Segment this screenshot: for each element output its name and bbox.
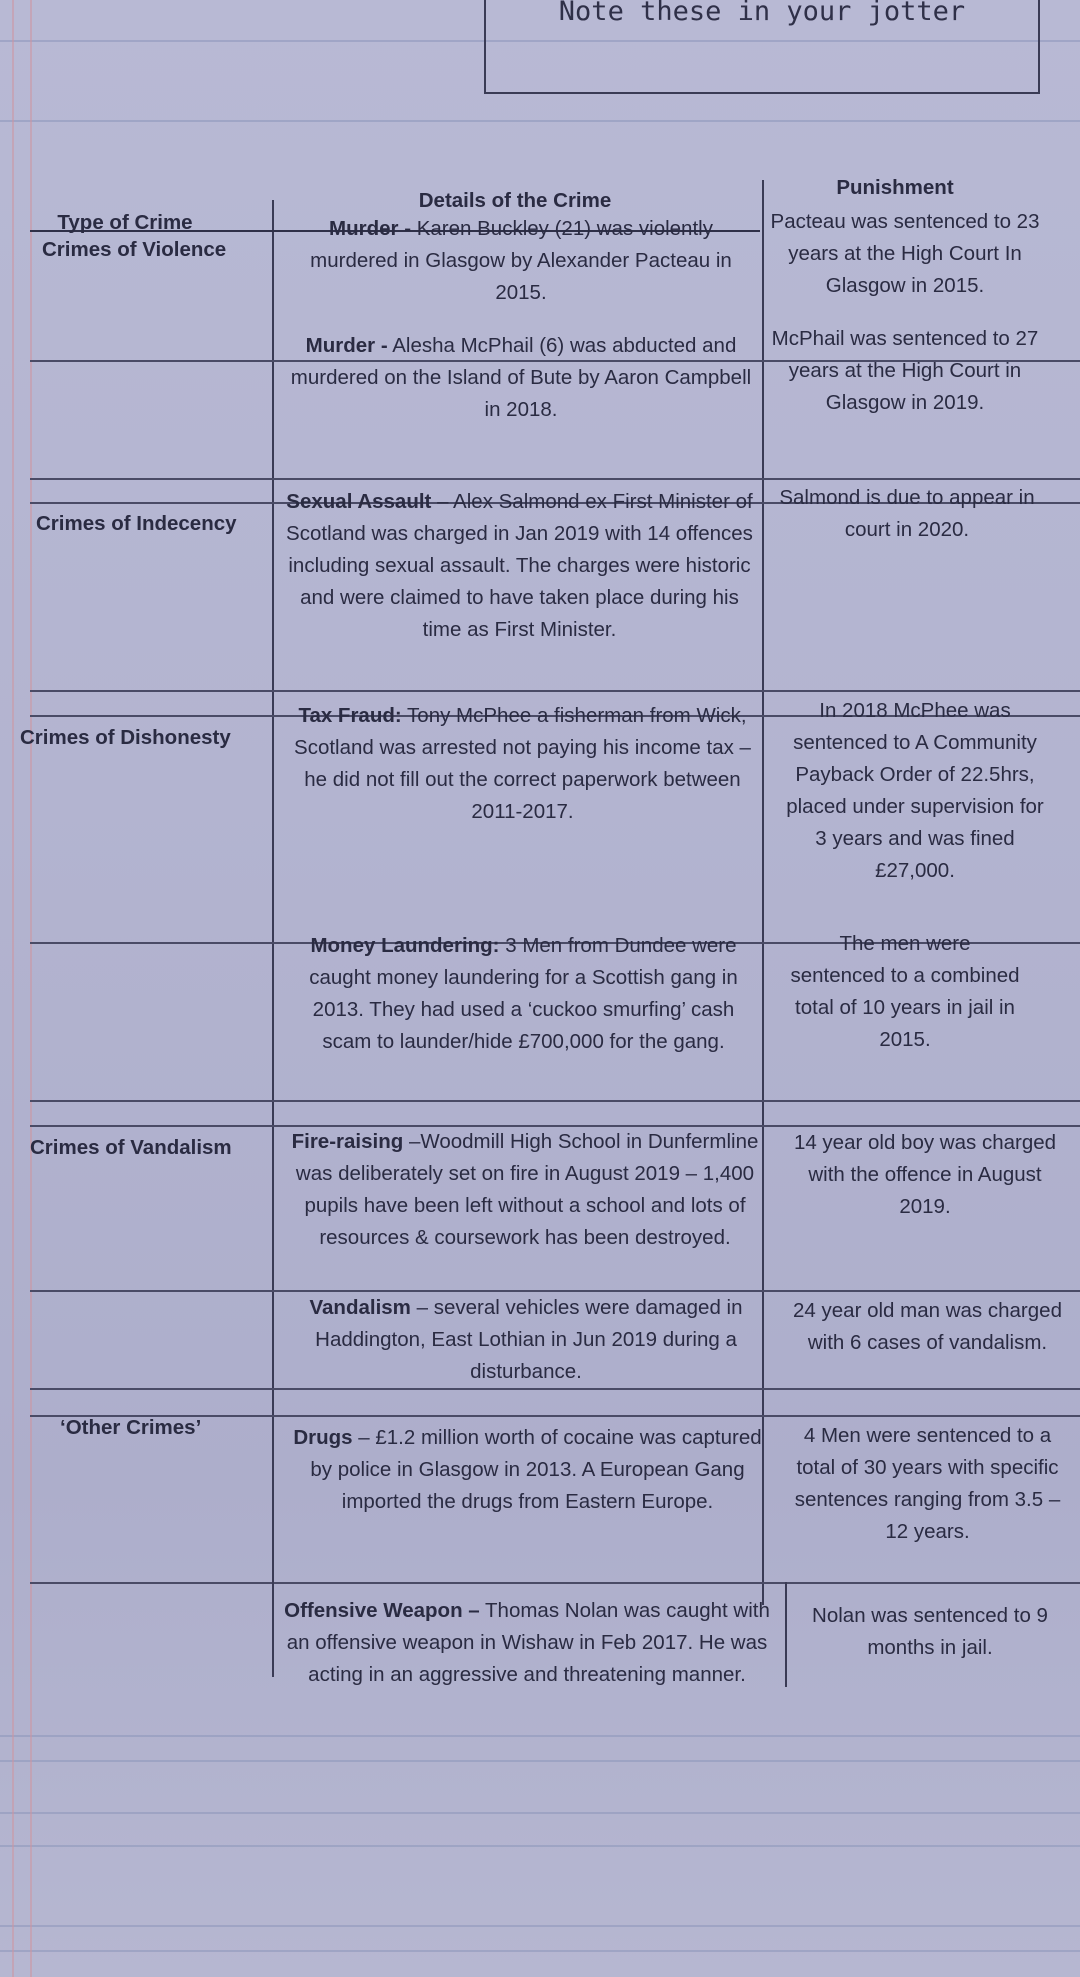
- crime-details: [286, 330, 756, 426]
- punishment-text: 4 Men were sentenced to a total of 30 years with specific sentences ranging from 3.5 – 12 years.: [794, 1424, 1061, 1543]
- punishment-text: Nolan was sentenced to 9 months in jail.: [812, 1604, 1048, 1659]
- ruled-line: [0, 1845, 1080, 1847]
- punishment-text: Salmond is due to appear in court in 2020.: [779, 486, 1035, 541]
- crime-type-label: Crimes of Indecency: [36, 512, 237, 535]
- note-box: [484, 0, 1040, 94]
- crime-text: Tony McPhee a fisherman from Wick, Scotland was arrested not paying his income tax – he did not fill out the correct paperwork between 2011-2017.: [294, 704, 751, 823]
- ruled-line: [0, 120, 1080, 122]
- crime-text: Karen Buckley (21) was violently murdered in Glasgow by Alexander Pacteau in 2015.: [310, 217, 732, 304]
- crime-title: Sexual Assault: [286, 490, 432, 513]
- crime-title: Tax Fraud:: [298, 704, 402, 727]
- crime-type-label: Crimes of Dishonesty: [20, 726, 231, 749]
- punishment-text: The men were sentenced to a combined total of 10 years in jail in 2015.: [790, 932, 1020, 1051]
- crime-type-label: Crimes of Violence: [42, 238, 227, 261]
- crime-text: Thomas Nolan was caught with an offensive weapon in Wishaw in Feb 2017. He was acting in an aggressive and threatening manner.: [286, 1599, 770, 1686]
- crime-details: [286, 213, 756, 309]
- punishment-text: Pacteau was sentenced to 23 years at the High Court In Glasgow in 2015.: [770, 210, 1040, 297]
- crime-details: [290, 700, 755, 828]
- ruled-line: [0, 1760, 1080, 1762]
- column-divider: [272, 200, 274, 1605]
- crime-title: Offensive Weapon –: [284, 1599, 480, 1622]
- row-divider: [30, 1100, 1080, 1102]
- crime-text: Alesha McPhail (6) was abducted and murdered on the Island of Bute by Aaron Campbell in 2018.: [290, 334, 752, 421]
- crime-title: Murder -: [305, 334, 388, 357]
- crime-details: [290, 1126, 760, 1254]
- crime-details: [282, 1595, 772, 1691]
- header-details: Details of the Crime: [418, 189, 612, 212]
- crime-text: – Alex Salmond ex First Minister of Scotland was charged in Jan 2019 with 14 offences including sexual assault. The charges were historic and were claimed to have taken place during his time as First Minister.: [286, 490, 753, 641]
- crime-text: 3 Men from Dundee were caught money laundering for a Scottish gang in 2013. They had used a ‘cuckoo smurfing’ cash scam to launder/hide £700,000 for the gang.: [309, 934, 738, 1053]
- crime-text: – several vehicles were damaged in Haddington, East Lothian in Jun 2019 during a disturbance.: [315, 1296, 743, 1383]
- punishment-text: McPhail was sentenced to 27 years at the High Court in Glasgow in 2019.: [771, 327, 1039, 414]
- row-divider: [30, 1582, 1080, 1584]
- ruled-line: [0, 1812, 1080, 1814]
- crime-title: Vandalism: [309, 1296, 411, 1319]
- column-divider: [785, 1582, 787, 1687]
- crime-title: Fire-raising: [291, 1130, 404, 1153]
- column-divider: [272, 1582, 274, 1677]
- crime-details: [286, 1292, 766, 1388]
- crime-title: Murder -: [329, 217, 412, 240]
- header-punishment: Punishment: [836, 176, 954, 199]
- crime-text: –Woodmill High School in Dunfermline was deliberately set on fire in August 2019 – 1,400 pupils have been left without a school and lots of resources & coursework has been destroyed.: [295, 1130, 759, 1249]
- row-divider: [30, 1388, 1080, 1390]
- crime-details: [282, 486, 757, 646]
- punishment-text: 24 year old man was charged with 6 cases of vandalism.: [793, 1299, 1062, 1354]
- ruled-line: [0, 1735, 1080, 1737]
- header-type: Type of Crime: [57, 211, 193, 234]
- crime-title: Money Laundering:: [310, 934, 500, 957]
- row-divider: [30, 690, 1080, 692]
- crime-text: – £1.2 million worth of cocaine was captured by police in Glasgow in 2013. A European Gang imported the drugs from Eastern Europe.: [310, 1426, 762, 1513]
- crime-title: Drugs: [293, 1426, 353, 1449]
- crime-table: [0, 150, 1080, 1730]
- crime-details: [290, 1422, 765, 1518]
- note-heading: Note these in your jotter: [558, 0, 966, 27]
- crime-type-label: ‘Other Crimes’: [60, 1416, 202, 1439]
- ruled-line: [0, 1925, 1080, 1927]
- punishment-text: 14 year old boy was charged with the offence in August 2019.: [793, 1131, 1057, 1218]
- crime-details: [286, 930, 761, 1058]
- row-divider: [30, 478, 1080, 480]
- punishment-text: In 2018 McPhee was sentenced to A Community Payback Order of 22.5hrs, placed under supervision for 3 years and was fined £27,000.: [786, 699, 1044, 882]
- column-divider: [762, 180, 764, 1605]
- ruled-line: [0, 1950, 1080, 1952]
- crime-type-label: Crimes of Vandalism: [30, 1136, 232, 1159]
